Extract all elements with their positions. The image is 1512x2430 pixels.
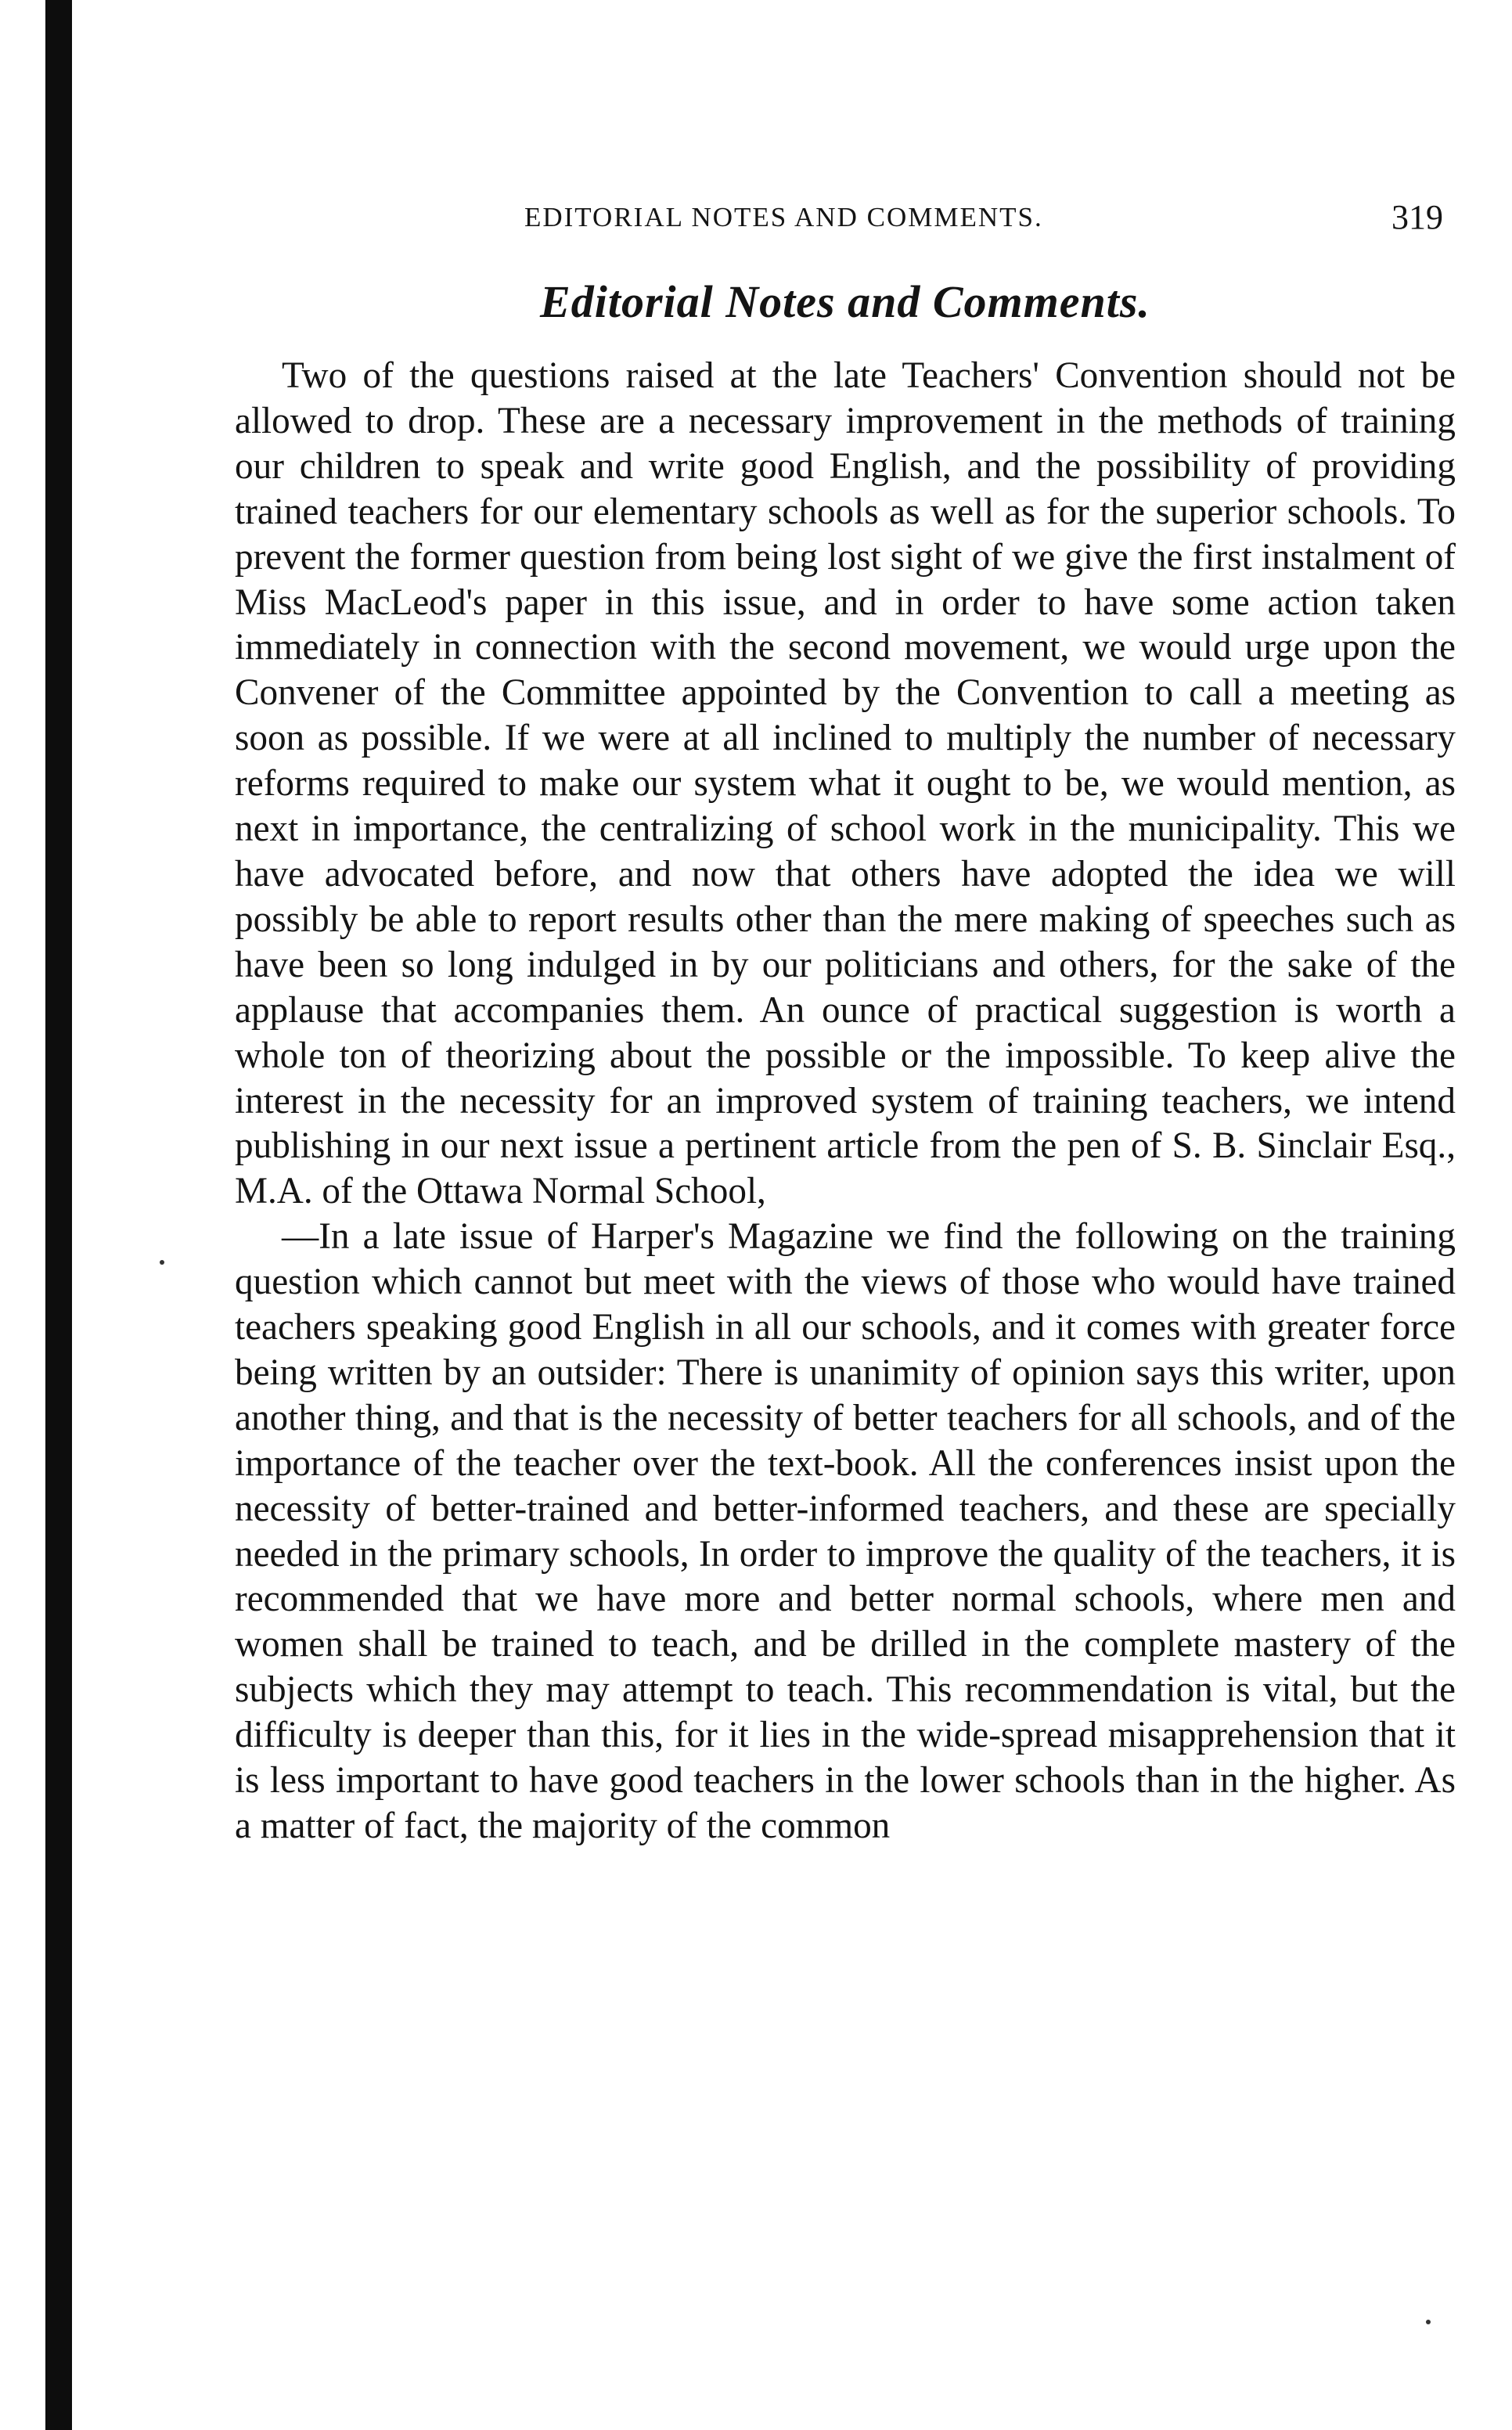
paragraph-convention: Two of the questions raised at the late Teachers' Convention should not be allowed to drop. These are a necessary improvement in the methods of training our children to speak and write good English, and the possibility of providing trained teachers for our elementary schools as well as for the superior schools. To prevent the former question from being lost sight of we give the first instalment of Miss MacLeod's paper in this issue, and in order to have some action taken immediately in connection with the second movement, we would urge upon the Convener of the Committee appointed by the Convention to call a meeting as soon as possible. If we were at all inclined to multiply the number of necessary reforms required to make our system what it ought to be, we would mention, as next in importance, the centralizing of school work in the municipality. This we have advocated before, and now that others have adopted the idea we will possibly be able to report results other than the mere making of speeches such as have been so long indulged in by our politicians and others, for the sake of the applause that accompanies them. An ounce of practical suggestion is worth a whole ton of theorizing about the possible or the impossible. To keep alive the interest in the necessity for an improved system of training teachers, we intend publishing in our next issue a pertinent article from the pen of S. B. Sinclair Esq., M.A. of the Ottawa Normal School, [235,355,1456,1212]
print-speck [160,1260,164,1265]
article-body [235,354,1456,1849]
running-title: EDITORIAL NOTES AND COMMENTS. [524,202,1043,232]
page-binding-edge [45,0,72,2430]
print-speck [1426,2320,1431,2324]
page-number: 319 [1391,198,1443,236]
section-heading: Editorial Notes and Comments. [540,276,1150,327]
running-head [235,198,1456,241]
paragraph-harpers-magazine: —In a late issue of Harper's Magazine we find the following on the training question which cannot but meet with the views of those who would have trained teachers speaking good English in all our schools, and it comes with greater force being written by an outsider: There is unanimity of opinion says this writer, upon another thing, and that is the necessity of better teachers for all schools, and of the importance of the teacher over the text-book. All the conferences insist upon the necessity of better-trained and better-informed teachers, and these are specially needed in the primary schools, In order to improve the quality of the teachers, it is recommended that we have more and better normal schools, where men and women shall be trained to teach, and be drilled in the complete mastery of the subjects which they may attempt to teach. This recommendation is vital, but the difficulty is deeper than this, for it lies in the wide-spread misapprehension that it is less important to have good teachers in the lower schools than in the higher. As a matter of fact, the majority of the common [235,1216,1456,1846]
